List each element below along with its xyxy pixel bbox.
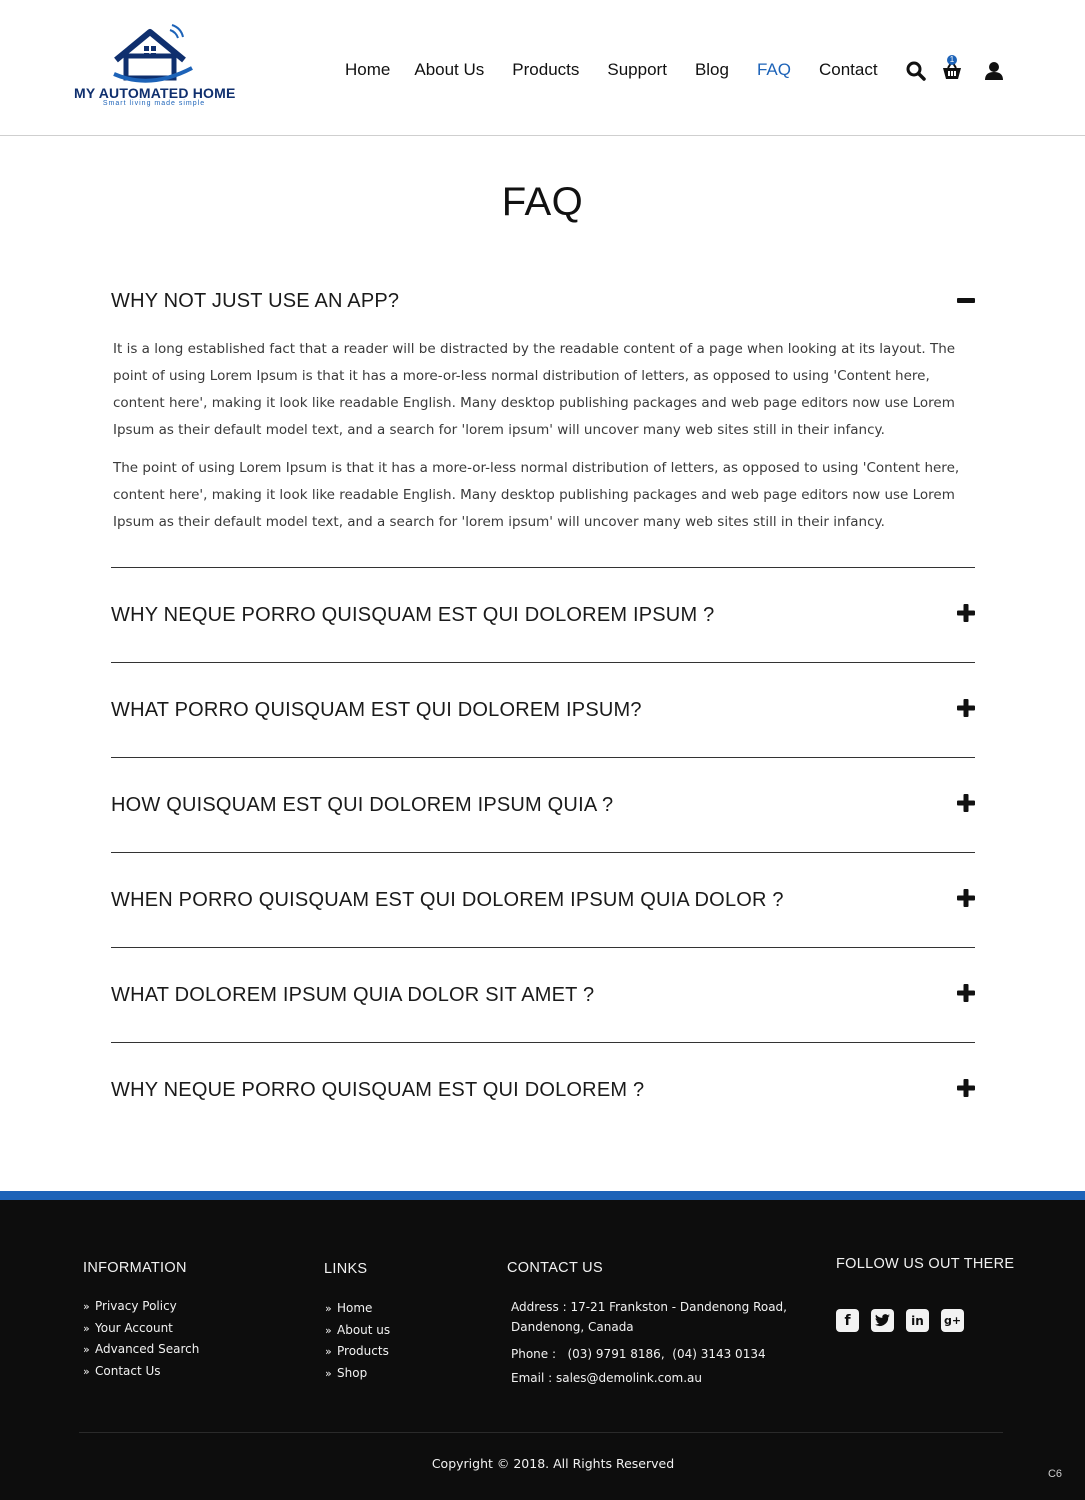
footer-information-links bbox=[83, 1296, 199, 1382]
chevron-right-icon: » bbox=[83, 1364, 90, 1378]
nav-home[interactable]: Home bbox=[345, 60, 391, 79]
nav-about-us[interactable]: About Us bbox=[414, 60, 485, 79]
footer-link-products[interactable]: » Products bbox=[325, 1341, 390, 1363]
faq-answer-paragraph: The point of using Lorem Ipsum is that it has a more-or-less normal distribution of letters, as opposed to using 'Content here, content here', making it look like readable English. Many desktop publishing packages and web page editors now use Lorem Ipsum as their default model text, and a search for 'lorem ipsum' will uncover many web sites still in their infancy. bbox=[113, 460, 960, 530]
footer-link-home[interactable]: » Home bbox=[325, 1298, 390, 1320]
brand-name: MY AUTOMATED HOME bbox=[74, 85, 236, 101]
footer-email[interactable]: Email : sales@demolink.com.au bbox=[511, 1371, 703, 1385]
twitter-icon[interactable] bbox=[871, 1309, 894, 1332]
plus-icon[interactable] bbox=[957, 604, 975, 622]
chevron-right-icon: » bbox=[83, 1300, 90, 1313]
footer-address-line-1: Address : 17-21 Frankston - Dandenong Road, bbox=[511, 1300, 787, 1314]
chevron-right-icon: » bbox=[325, 1366, 332, 1380]
chevron-right-icon: » bbox=[325, 1345, 332, 1358]
faq-item bbox=[111, 948, 975, 1043]
main-nav bbox=[330, 58, 906, 82]
footer-phone: Phone : (03) 9791 8186, (04) 3143 0134 bbox=[511, 1347, 766, 1361]
faq-question[interactable]: WHY NOT JUST USE AN APP? bbox=[111, 290, 400, 312]
faq-question[interactable]: HOW QUISQUAM EST QUI DOLOREM IPSUM QUIA ? bbox=[111, 794, 614, 816]
copyright-text: Copyright © 2018. All Rights Reserved bbox=[431, 1456, 675, 1471]
nav-faq[interactable]: FAQ bbox=[756, 60, 791, 79]
footer-links-heading: LINKS bbox=[324, 1261, 368, 1277]
faq-item bbox=[111, 758, 975, 853]
site-footer bbox=[0, 1200, 1085, 1500]
nav-support[interactable]: Support bbox=[607, 60, 667, 79]
faq-item bbox=[111, 568, 975, 663]
plus-icon[interactable] bbox=[957, 984, 975, 1002]
faq-item bbox=[111, 663, 975, 758]
faq-question[interactable]: WHY NEQUE PORRO QUISQUAM EST QUI DOLOREM IPSUM ? bbox=[111, 604, 715, 626]
nav-blog[interactable]: Blog bbox=[694, 60, 729, 79]
footer-link-your-account[interactable]: » Your Account bbox=[83, 1318, 199, 1340]
google-plus-icon[interactable]: g+ bbox=[941, 1309, 964, 1332]
chevron-right-icon: » bbox=[83, 1321, 90, 1335]
chevron-right-icon: » bbox=[325, 1302, 332, 1315]
footer-follow-heading: FOLLOW US OUT THERE bbox=[836, 1256, 1015, 1272]
faq-item bbox=[111, 268, 975, 568]
footer-link-privacy-policy[interactable]: » Privacy Policy bbox=[83, 1296, 199, 1318]
faq-item bbox=[111, 1043, 975, 1138]
footer-divider bbox=[79, 1432, 1003, 1433]
faq-accordion bbox=[111, 268, 975, 1138]
chevron-right-icon: » bbox=[83, 1343, 90, 1356]
plus-icon[interactable] bbox=[957, 889, 975, 907]
footer-link-shop[interactable]: » Shop bbox=[325, 1363, 390, 1385]
faq-question[interactable]: WHAT DOLOREM IPSUM QUIA DOLOR SIT AMET ? bbox=[111, 984, 595, 1006]
minus-icon[interactable] bbox=[957, 292, 975, 310]
faq-question[interactable]: WHY NEQUE PORRO QUISQUAM EST QUI DOLOREM ? bbox=[111, 1079, 645, 1101]
faq-question[interactable]: WHEN PORRO QUISQUAM EST QUI DOLOREM IPSUM QUIA DOLOR ? bbox=[111, 889, 784, 911]
search-icon[interactable] bbox=[905, 60, 927, 82]
linkedin-icon[interactable]: in bbox=[906, 1309, 929, 1332]
footer-link-contact-us[interactable]: » Contact Us bbox=[83, 1361, 199, 1383]
plus-icon[interactable] bbox=[957, 699, 975, 717]
footer-link-advanced-search[interactable]: » Advanced Search bbox=[83, 1339, 199, 1361]
plus-icon[interactable] bbox=[957, 1079, 975, 1097]
user-account-icon[interactable] bbox=[983, 60, 1005, 82]
footer-information-heading: INFORMATION bbox=[83, 1260, 187, 1276]
facebook-icon[interactable]: f bbox=[836, 1309, 859, 1332]
site-header bbox=[0, 0, 1085, 136]
site-logo[interactable] bbox=[74, 24, 234, 112]
cart-count-badge: 1 bbox=[947, 55, 957, 65]
footer-accent-bar bbox=[0, 1191, 1085, 1200]
corner-label: C6 bbox=[1047, 1468, 1062, 1480]
faq-item bbox=[111, 853, 975, 948]
footer-address-line-2: Dandenong, Canada bbox=[511, 1320, 634, 1334]
house-logo-icon bbox=[110, 24, 200, 84]
footer-contact-heading: CONTACT US bbox=[507, 1260, 603, 1276]
faq-question[interactable]: WHAT PORRO QUISQUAM EST QUI DOLOREM IPSUM? bbox=[111, 699, 642, 721]
social-links bbox=[836, 1309, 976, 1332]
footer-links-list bbox=[325, 1298, 390, 1384]
chevron-right-icon: » bbox=[325, 1323, 332, 1337]
plus-icon[interactable] bbox=[957, 794, 975, 812]
nav-products[interactable]: Products bbox=[512, 60, 580, 79]
nav-contact[interactable]: Contact bbox=[818, 60, 878, 79]
page-title: FAQ bbox=[501, 180, 584, 224]
faq-answer bbox=[113, 336, 975, 547]
footer-link-about-us[interactable]: » About us bbox=[325, 1320, 390, 1342]
brand-tagline: Smart living made simple bbox=[102, 100, 206, 107]
faq-answer-paragraph: It is a long established fact that a reader will be distracted by the readable content of a page when looking at its layout. The point of using Lorem Ipsum is that it has a more-or-less normal distribution of letters, as opposed to using 'Content here, content here', making it look like readable English. Many desktop publishing packages and web page editors now use Lorem Ipsum as their default model text, and a search for 'lorem ipsum' will uncover many web sites still in their infancy. bbox=[113, 341, 956, 438]
